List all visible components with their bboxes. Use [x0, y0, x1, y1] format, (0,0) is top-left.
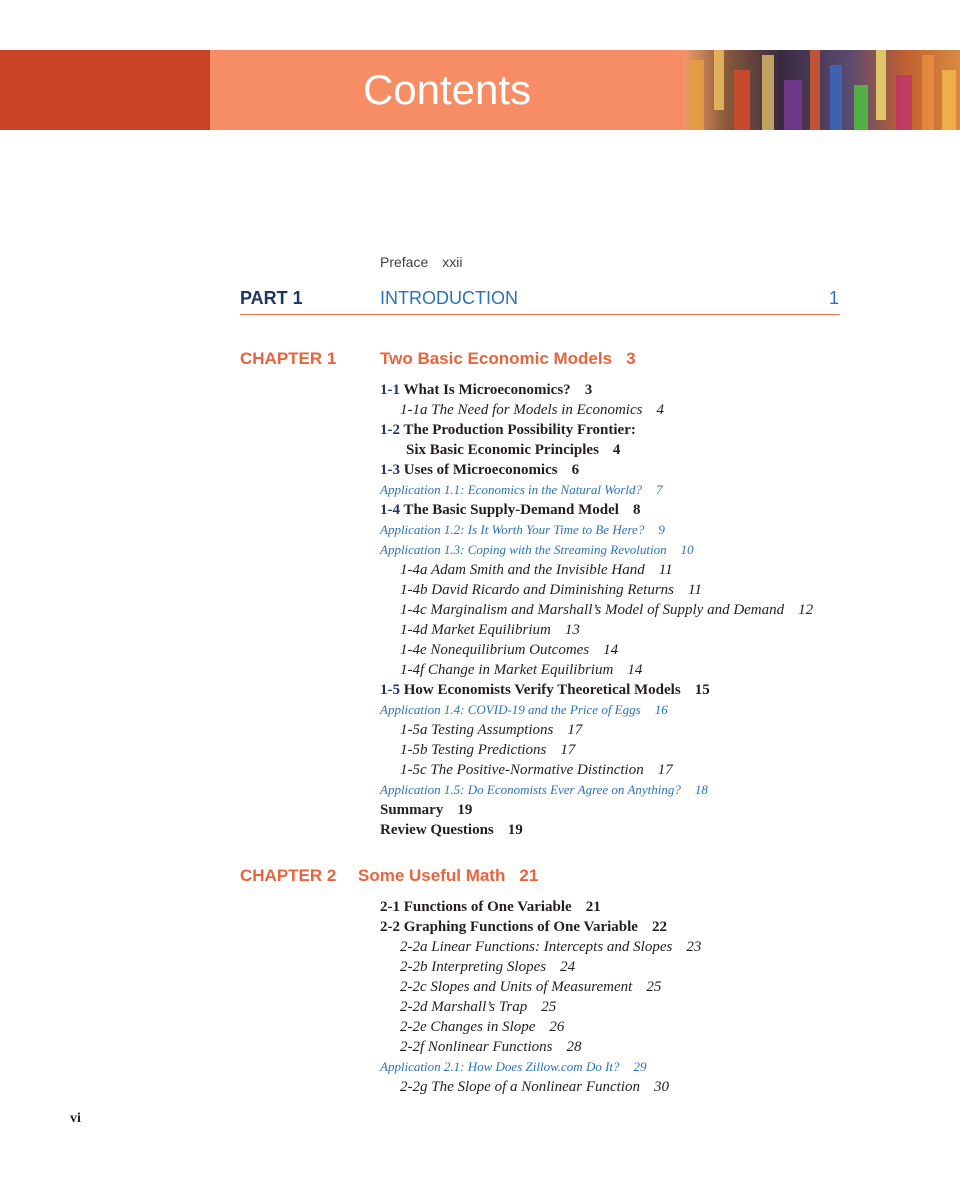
- entry-title: 1-4e Nonequilibrium Outcomes: [400, 642, 590, 658]
- entry-page: 26: [549, 1019, 565, 1035]
- entry-title: 2-1 Functions of One Variable: [380, 899, 572, 915]
- application-entry[interactable]: [380, 780, 813, 800]
- entry-title: 2-2f Nonlinear Functions: [400, 1039, 553, 1055]
- toc-entry[interactable]: [380, 660, 813, 680]
- chapter-1-title: Two Basic Economic Models: [380, 349, 613, 368]
- toc-entry-continuation[interactable]: [380, 440, 813, 460]
- toc-entry[interactable]: [380, 740, 813, 760]
- chapter-2-label: CHAPTER 2: [240, 866, 337, 885]
- entry-title: 2-2b Interpreting Slopes: [400, 959, 547, 975]
- entry-page: 9: [658, 522, 665, 537]
- entry-page: 18: [694, 782, 708, 797]
- toc-entry[interactable]: [380, 820, 813, 840]
- chapter-1-entries: [380, 380, 813, 840]
- preface-page: xxii: [442, 254, 463, 270]
- preface-entry[interactable]: [380, 254, 462, 270]
- entry-title: 2-2d Marshall’s Trap: [400, 999, 528, 1015]
- page-title: Contents: [362, 66, 532, 113]
- toc-entry[interactable]: [380, 1077, 701, 1097]
- toc-entry[interactable]: [380, 680, 813, 700]
- entry-page: 23: [686, 939, 702, 955]
- contents-banner: [0, 50, 960, 130]
- chapter-2-page: 21: [519, 866, 539, 885]
- entry-title: 1-5c The Positive-Normative Distinction: [400, 762, 644, 778]
- entry-page: 13: [564, 622, 580, 638]
- entry-title: The Production Possibility Frontier:: [403, 422, 636, 438]
- section-number: 1-2: [380, 422, 400, 438]
- entry-title: 2-2c Slopes and Units of Measurement: [400, 979, 633, 995]
- entry-title: 1-4a Adam Smith and the Invisible Hand: [400, 562, 645, 578]
- part-title[interactable]: INTRODUCTION: [380, 288, 518, 308]
- page-folio: vi: [70, 1111, 81, 1126]
- toc-entry[interactable]: [380, 580, 813, 600]
- entry-page: 25: [541, 999, 557, 1015]
- entry-title: 2-2e Changes in Slope: [400, 1019, 536, 1035]
- toc-entry[interactable]: [380, 977, 701, 997]
- entry-title: Application 1.5: Do Economists Ever Agree on Anything?: [380, 782, 681, 797]
- entry-page: 19: [507, 822, 523, 838]
- toc-entry[interactable]: [380, 400, 813, 420]
- toc-entry[interactable]: [380, 720, 813, 740]
- entry-page: 14: [627, 662, 643, 678]
- toc-entry[interactable]: [380, 460, 813, 480]
- toc-entry[interactable]: [380, 937, 701, 957]
- entry-title: What Is Microeconomics?: [403, 382, 571, 398]
- entry-title: 1-5b Testing Predictions: [400, 742, 547, 758]
- section-number: 1-3: [380, 462, 400, 478]
- entry-title: 1-4d Market Equilibrium: [400, 622, 551, 638]
- preface-label: Preface: [380, 254, 429, 270]
- entry-page: 25: [646, 979, 662, 995]
- toc-entry[interactable]: [380, 620, 813, 640]
- application-entry[interactable]: [380, 520, 813, 540]
- entry-page: 17: [567, 722, 583, 738]
- banner-dark-block: [0, 50, 210, 130]
- part-label: PART 1: [240, 288, 303, 308]
- entry-title: The Basic Supply-Demand Model: [403, 502, 619, 518]
- toc-entry[interactable]: [380, 917, 701, 937]
- chapter-2-title: Some Useful Math: [358, 866, 506, 885]
- entry-page: 22: [651, 919, 667, 935]
- entry-title: How Economists Verify Theoretical Models: [403, 682, 681, 698]
- chapter-1-page: 3: [626, 349, 636, 368]
- entry-page: 15: [694, 682, 710, 698]
- entry-title: 2-2 Graphing Functions of One Variable: [380, 919, 638, 935]
- entry-title: Application 1.4: COVID-19 and the Price of Eggs: [380, 702, 641, 717]
- entry-page: 10: [680, 542, 694, 557]
- entry-page: 3: [584, 382, 593, 398]
- entry-title: 1-4c Marginalism and Marshall’s Model of Supply and Demand: [400, 602, 785, 618]
- toc-entry[interactable]: [380, 1017, 701, 1037]
- entry-page: 17: [560, 742, 576, 758]
- toc-entry[interactable]: [380, 800, 813, 820]
- chapter-1-label: CHAPTER 1: [240, 349, 337, 368]
- section-number: 1-5: [380, 682, 400, 698]
- section-number: 1-1: [380, 382, 400, 398]
- entry-page: 24: [560, 959, 576, 975]
- entry-title: Application 2.1: How Does Zillow.com Do It?: [380, 1059, 620, 1074]
- section-number: 1-4: [380, 502, 400, 518]
- application-entry[interactable]: [380, 540, 813, 560]
- part-divider: [240, 314, 840, 315]
- entry-page: 16: [654, 702, 668, 717]
- application-entry[interactable]: [380, 700, 813, 720]
- application-entry[interactable]: [380, 1057, 701, 1077]
- part-page: 1: [828, 288, 839, 308]
- entry-title: Uses of Microeconomics: [403, 462, 558, 478]
- entry-title: 1-4b David Ricardo and Diminishing Returns: [400, 582, 675, 598]
- entry-title: 1-5a Testing Assumptions: [400, 722, 554, 738]
- entry-title: Application 1.3: Coping with the Streaming Revolution: [380, 542, 667, 557]
- entry-page: 12: [798, 602, 814, 618]
- entry-page: 30: [653, 1079, 669, 1095]
- entry-page: 17: [657, 762, 673, 778]
- chapter-2-entries: [380, 897, 701, 1097]
- toc-entry[interactable]: [380, 560, 813, 580]
- entry-page: 8: [632, 502, 641, 518]
- entry-page: 4: [612, 442, 621, 458]
- toc-entry[interactable]: [380, 420, 813, 440]
- chapter-2-heading[interactable]: [358, 866, 538, 886]
- entry-page: 29: [633, 1059, 647, 1074]
- toc-entry[interactable]: [380, 897, 701, 917]
- entry-page: 19: [457, 802, 473, 818]
- entry-page: 28: [566, 1039, 582, 1055]
- toc-entry[interactable]: [380, 760, 813, 780]
- toc-entry[interactable]: [380, 500, 813, 520]
- entry-page: 7: [656, 482, 663, 497]
- toc-entry[interactable]: [380, 380, 813, 400]
- entry-page: 14: [603, 642, 619, 658]
- entry-title: Six Basic Economic Principles: [406, 442, 599, 458]
- entry-title: Application 1.2: Is It Worth Your Time to Be Here?: [380, 522, 645, 537]
- toc-entry[interactable]: [380, 957, 701, 977]
- entry-page: 6: [571, 462, 580, 478]
- entry-title: Application 1.1: Economics in the Natural World?: [380, 482, 643, 497]
- entry-title: 2-2a Linear Functions: Intercepts and Slopes: [400, 939, 673, 955]
- entry-title: Summary: [380, 802, 444, 818]
- toc-entry[interactable]: [380, 1037, 701, 1057]
- entry-page: 21: [585, 899, 601, 915]
- entry-page: 4: [656, 402, 664, 418]
- entry-title: Review Questions: [380, 822, 494, 838]
- toc-entry[interactable]: [380, 997, 701, 1017]
- entry-title: 1-4f Change in Market Equilibrium: [400, 662, 614, 678]
- application-entry[interactable]: [380, 480, 813, 500]
- entry-title: 2-2g The Slope of a Nonlinear Function: [400, 1079, 640, 1095]
- banner-photo: [684, 50, 960, 130]
- entry-title: 1-1a The Need for Models in Economics: [400, 402, 643, 418]
- toc-entry[interactable]: [380, 600, 813, 620]
- entry-page: 11: [688, 582, 702, 598]
- chapter-1-heading[interactable]: [380, 349, 636, 369]
- toc-entry[interactable]: [380, 640, 813, 660]
- entry-page: 11: [658, 562, 673, 578]
